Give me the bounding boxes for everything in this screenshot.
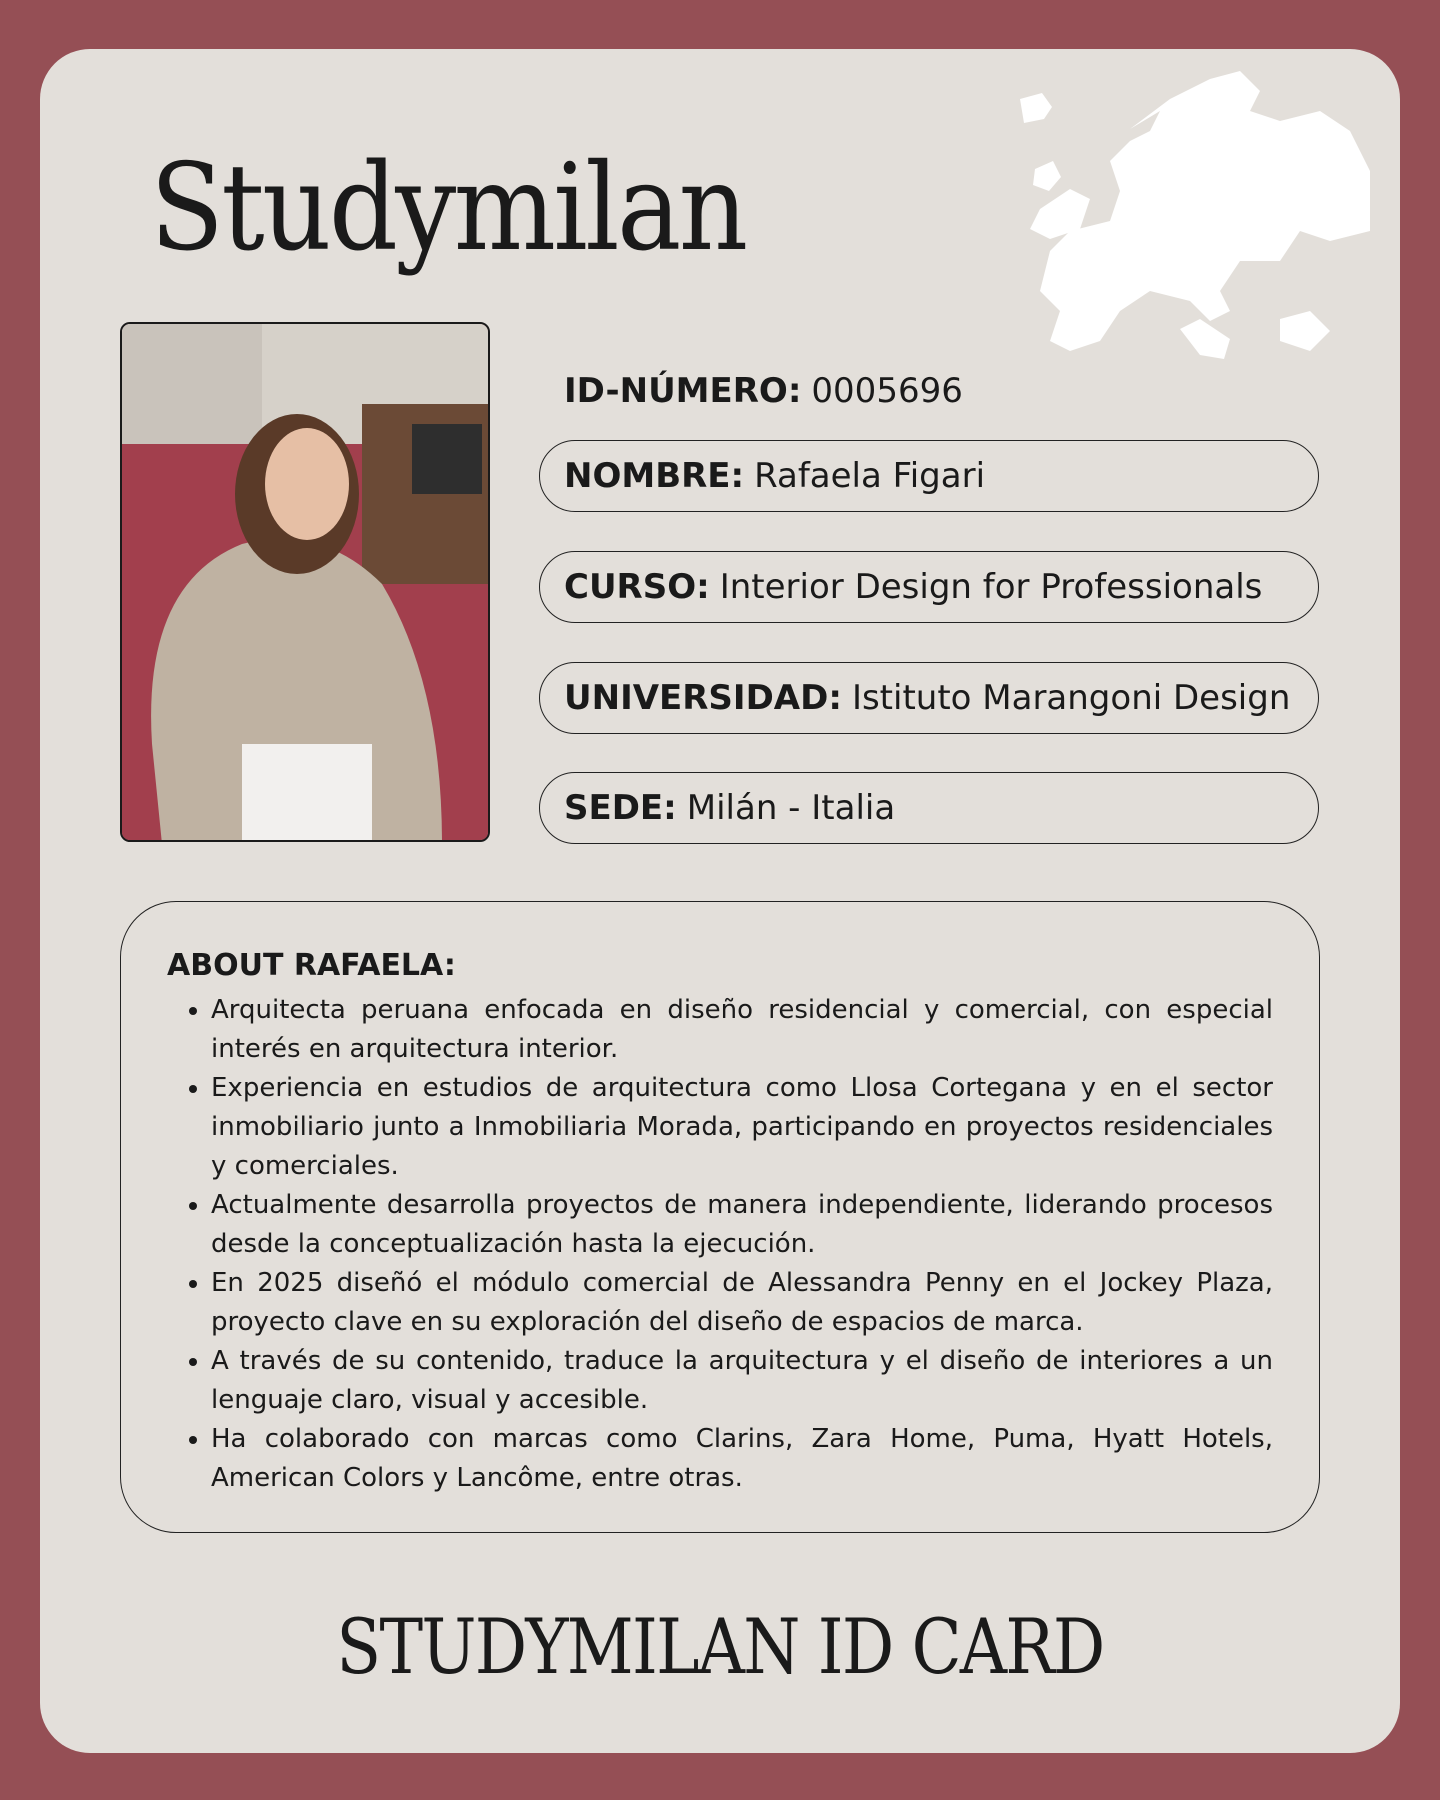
id-number-value: 0005696 [811, 371, 963, 411]
footer-title: STUDYMILAN ID CARD [336, 1602, 1104, 1691]
id-number [564, 369, 963, 413]
id-card [40, 49, 1400, 1753]
list-item: • A través de su contenido, traduce la arquitectura y el diseño de interiores a un lenguaje claro, visual y accesible. [211, 1342, 1273, 1420]
course-field [539, 551, 1319, 623]
campus-value: Milán - Italia [686, 788, 896, 828]
university-label: UNIVERSIDAD: [564, 678, 842, 718]
list-item: • Ha colaborado con marcas como Clarins, Zara Home, Puma, Hyatt Hotels, American Colors y Lancôme, entre otras. [211, 1420, 1273, 1498]
name-label: NOMBRE: [564, 456, 745, 496]
list-item: • Arquitecta peruana enfocada en diseño residencial y comercial, con especial interés en arquitectura interior. [211, 991, 1273, 1069]
name-value: Rafaela Figari [754, 456, 986, 496]
brand-logo-text: Studymilan [150, 139, 746, 278]
about-title: ABOUT RAFAELA: [167, 948, 456, 983]
profile-photo [120, 322, 490, 842]
course-label: CURSO: [564, 567, 710, 607]
about-list [167, 991, 1273, 1498]
university-value: Istituto Marangoni Design [851, 678, 1291, 718]
list-item: • Actualmente desarrolla proyectos de manera independiente, liderando procesos desde la conceptualización hasta la ejecución. [211, 1186, 1273, 1264]
id-number-label: ID-NÚMERO: [564, 371, 802, 411]
campus-label: SEDE: [564, 788, 677, 828]
list-item: • Experiencia en estudios de arquitectura como Llosa Cortegana y en el sector inmobiliario junto a Inmobiliaria Morada, participando en proyectos residenciales y comerciales. [211, 1069, 1273, 1186]
name-field [539, 440, 1319, 512]
europe-map-icon [980, 69, 1400, 409]
course-value: Interior Design for Professionals [719, 567, 1263, 607]
campus-field [539, 772, 1319, 844]
list-item: • En 2025 diseñó el módulo comercial de Alessandra Penny en el Jockey Plaza, proyecto clave en su exploración del diseño de espacios de marca. [211, 1264, 1273, 1342]
university-field [539, 662, 1319, 734]
about-section [120, 901, 1320, 1533]
